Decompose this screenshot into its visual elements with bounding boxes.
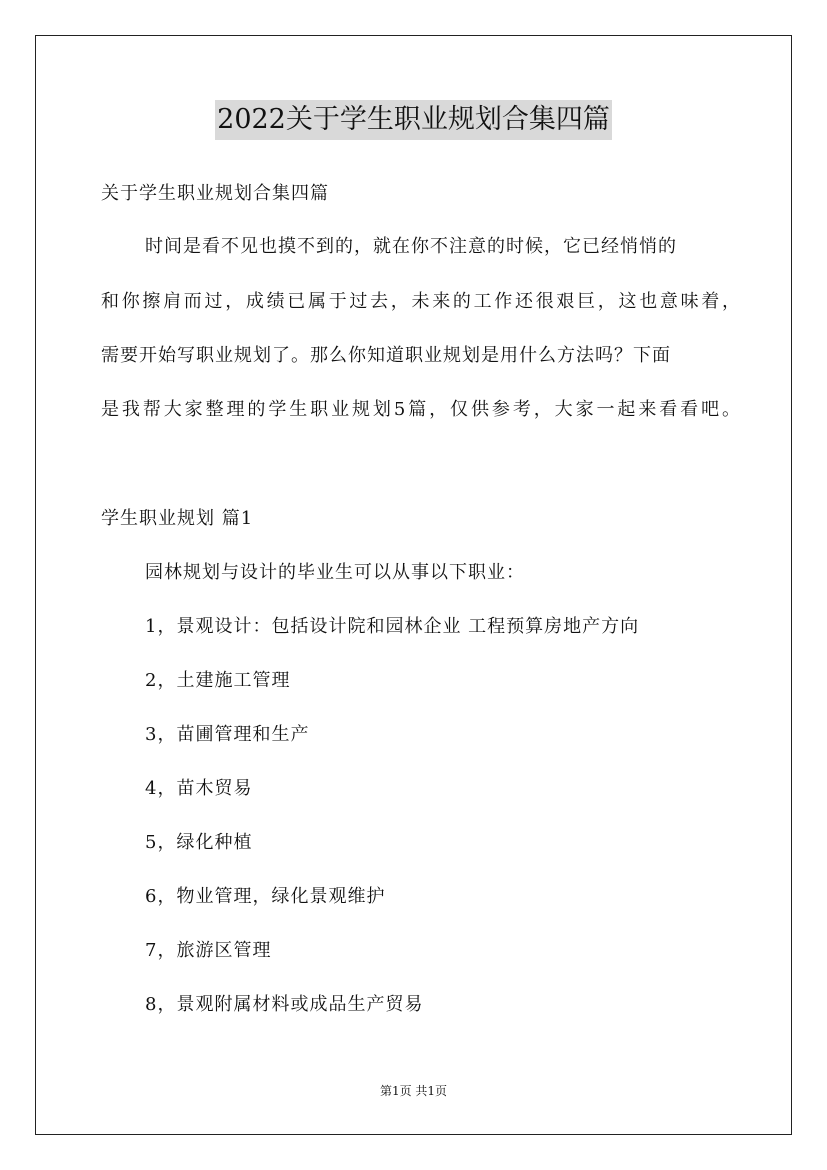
list-item: 7，旅游区管理 xyxy=(145,940,272,961)
document-subtitle: 关于学生职业规划合集四篇 xyxy=(101,183,329,204)
section-intro: 园林规划与设计的毕业生可以从事以下职业： xyxy=(145,562,525,583)
page-footer: 第1页 共1页 xyxy=(379,1084,448,1098)
list-item: 1，景观设计：包括设计院和园林企业 工程预算房地产方向 xyxy=(145,616,640,637)
intro-line-1: 时间是看不见也摸不到的，就在你不注意的时候，它已经悄悄的 xyxy=(145,236,677,257)
intro-line-3: 需要开始写职业规划了。那么你知道职业规划是用什么方法吗？下面 xyxy=(101,345,671,366)
list-item: 6，物业管理，绿化景观维护 xyxy=(145,886,386,907)
intro-line-2: 和你擦肩而过，成绩已属于过去，未来的工作还很艰巨，这也意味着， xyxy=(101,291,741,312)
list-item: 4，苗木贸易 xyxy=(145,778,253,799)
list-item: 8，景观附属材料或成品生产贸易 xyxy=(145,994,424,1015)
title-block xyxy=(0,100,827,140)
intro-line-4: 是我帮大家整理的学生职业规划5篇，仅供参考，大家一起来看看吧。 xyxy=(101,399,741,420)
list-item: 5，绿化种植 xyxy=(145,832,253,853)
document-title: 2022关于学生职业规划合集四篇 xyxy=(215,100,612,140)
list-item: 2，土建施工管理 xyxy=(145,670,291,691)
list-item: 3，苗圃管理和生产 xyxy=(145,724,310,745)
section-heading: 学生职业规划 篇1 xyxy=(101,508,254,529)
